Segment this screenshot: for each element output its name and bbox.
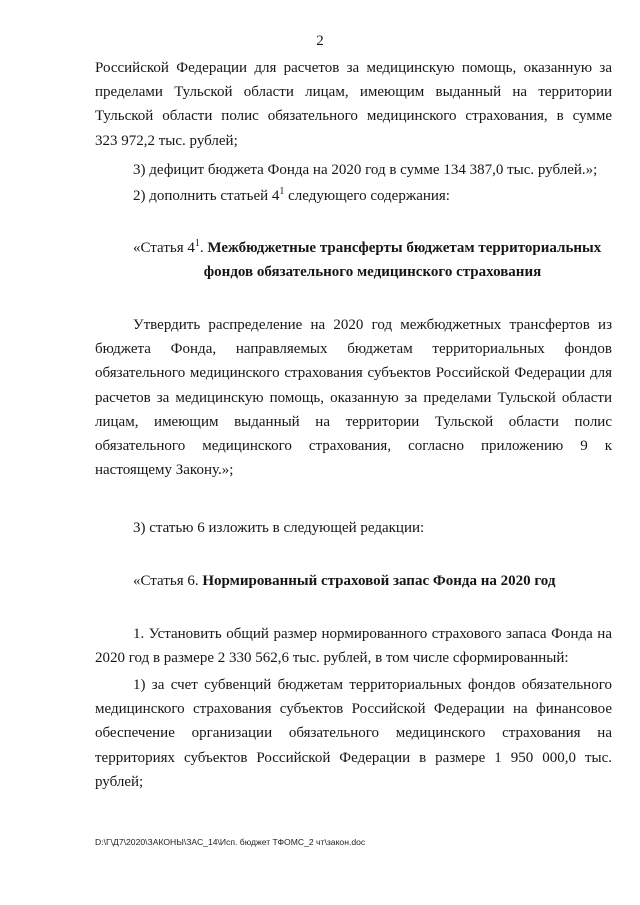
- article-6-title: Нормированный страховой запас Фонда на 2020 год: [202, 573, 556, 589]
- text-line: рублей;: [95, 773, 144, 790]
- paragraph-1: [95, 622, 612, 670]
- item-3-deficit: 3) дефицит бюджета Фонда на 2020 год в сумме 134 387,0 тыс. рублей.»;: [133, 162, 598, 178]
- article-4-1-heading: [95, 236, 612, 284]
- article-4-1-dot: .: [199, 240, 208, 256]
- text-line: обязательного медицинского страхования субъектов Российской Федерации для: [95, 365, 612, 382]
- item-2-text-suffix: следующего содержания:: [284, 188, 450, 204]
- text-line: территориях субъектов Российской Федерации в размере 1 950 000,0 тыс.: [95, 749, 612, 766]
- subitem-1: [95, 673, 612, 794]
- article-4-1-heading-line2: [95, 260, 612, 284]
- approve-distribution-paragraph: [95, 313, 612, 482]
- text-line: настоящему Закону.»;: [95, 462, 234, 479]
- text-line: Утвердить распределение на 2020 год межбюджетных трансфертов из: [133, 317, 612, 333]
- article-4-1-title-line2: фондов обязательного медицинского страхования: [203, 264, 542, 280]
- article-4-1-superscript: 1: [194, 238, 200, 249]
- text-line: 1) за счет субвенций бюджетам территориальных фондов обязательного: [133, 677, 612, 693]
- text-line: 1. Установить общий размер нормированного страхового запаса Фонда на: [133, 626, 612, 642]
- continuation-paragraph: [95, 56, 612, 153]
- text-line: обеспечение организации обязательного медицинского страхования на: [95, 725, 612, 742]
- item-2-text-prefix: 2) дополнить статьей 4: [133, 188, 280, 204]
- text-line: медицинского страхования субъектов Российской Федерации на финансовое: [95, 701, 612, 718]
- text-line: обязательного медицинского страхования, согласно приложению 9 к: [95, 438, 612, 455]
- text-line: 323 972,2 тыс. рублей;: [95, 132, 238, 149]
- page-number: 2: [316, 33, 324, 49]
- text-line: 2020 год в размере 2 330 562,6 тыс. рублей, в том числе сформированный:: [95, 650, 569, 667]
- article-6-heading: [95, 569, 612, 593]
- text-line: Российской Федерации для расчетов за медицинскую помощь, оказанную за: [95, 60, 612, 76]
- text-line: пределами Тульской области лицам, имеющим выданный на территории: [95, 84, 612, 101]
- file-path-footer: D:\Г\Д7\2020\ЗАКОНЫ\ЗАС_14\Исп. бюджет ТФОМС_2 чт\закон.doc: [95, 837, 366, 847]
- item-2-add-article: [95, 184, 612, 208]
- article-4-1-title-line1: Межбюджетные трансферты бюджетам территориальных: [207, 240, 602, 256]
- text-line: бюджета Фонда, направляемых бюджетам территориальных фондов: [95, 341, 612, 358]
- item-3-article-6: 3) статью 6 изложить в следующей редакции:: [133, 520, 425, 536]
- text-line: расчетов за медицинскую помощь, оказанную за пределами Тульской области: [95, 389, 612, 406]
- item-2-superscript: 1: [279, 186, 285, 197]
- article-4-1-prefix: «Статья 4: [133, 240, 195, 256]
- text-line: лицам, имеющим выданный на территории Тульской области полис: [95, 413, 612, 430]
- article-4-1-heading-line1: [95, 236, 612, 260]
- text-line: Тульской области полис обязательного медицинского страхования, в сумме: [95, 108, 612, 125]
- article-6-prefix: «Статья 6.: [133, 573, 203, 589]
